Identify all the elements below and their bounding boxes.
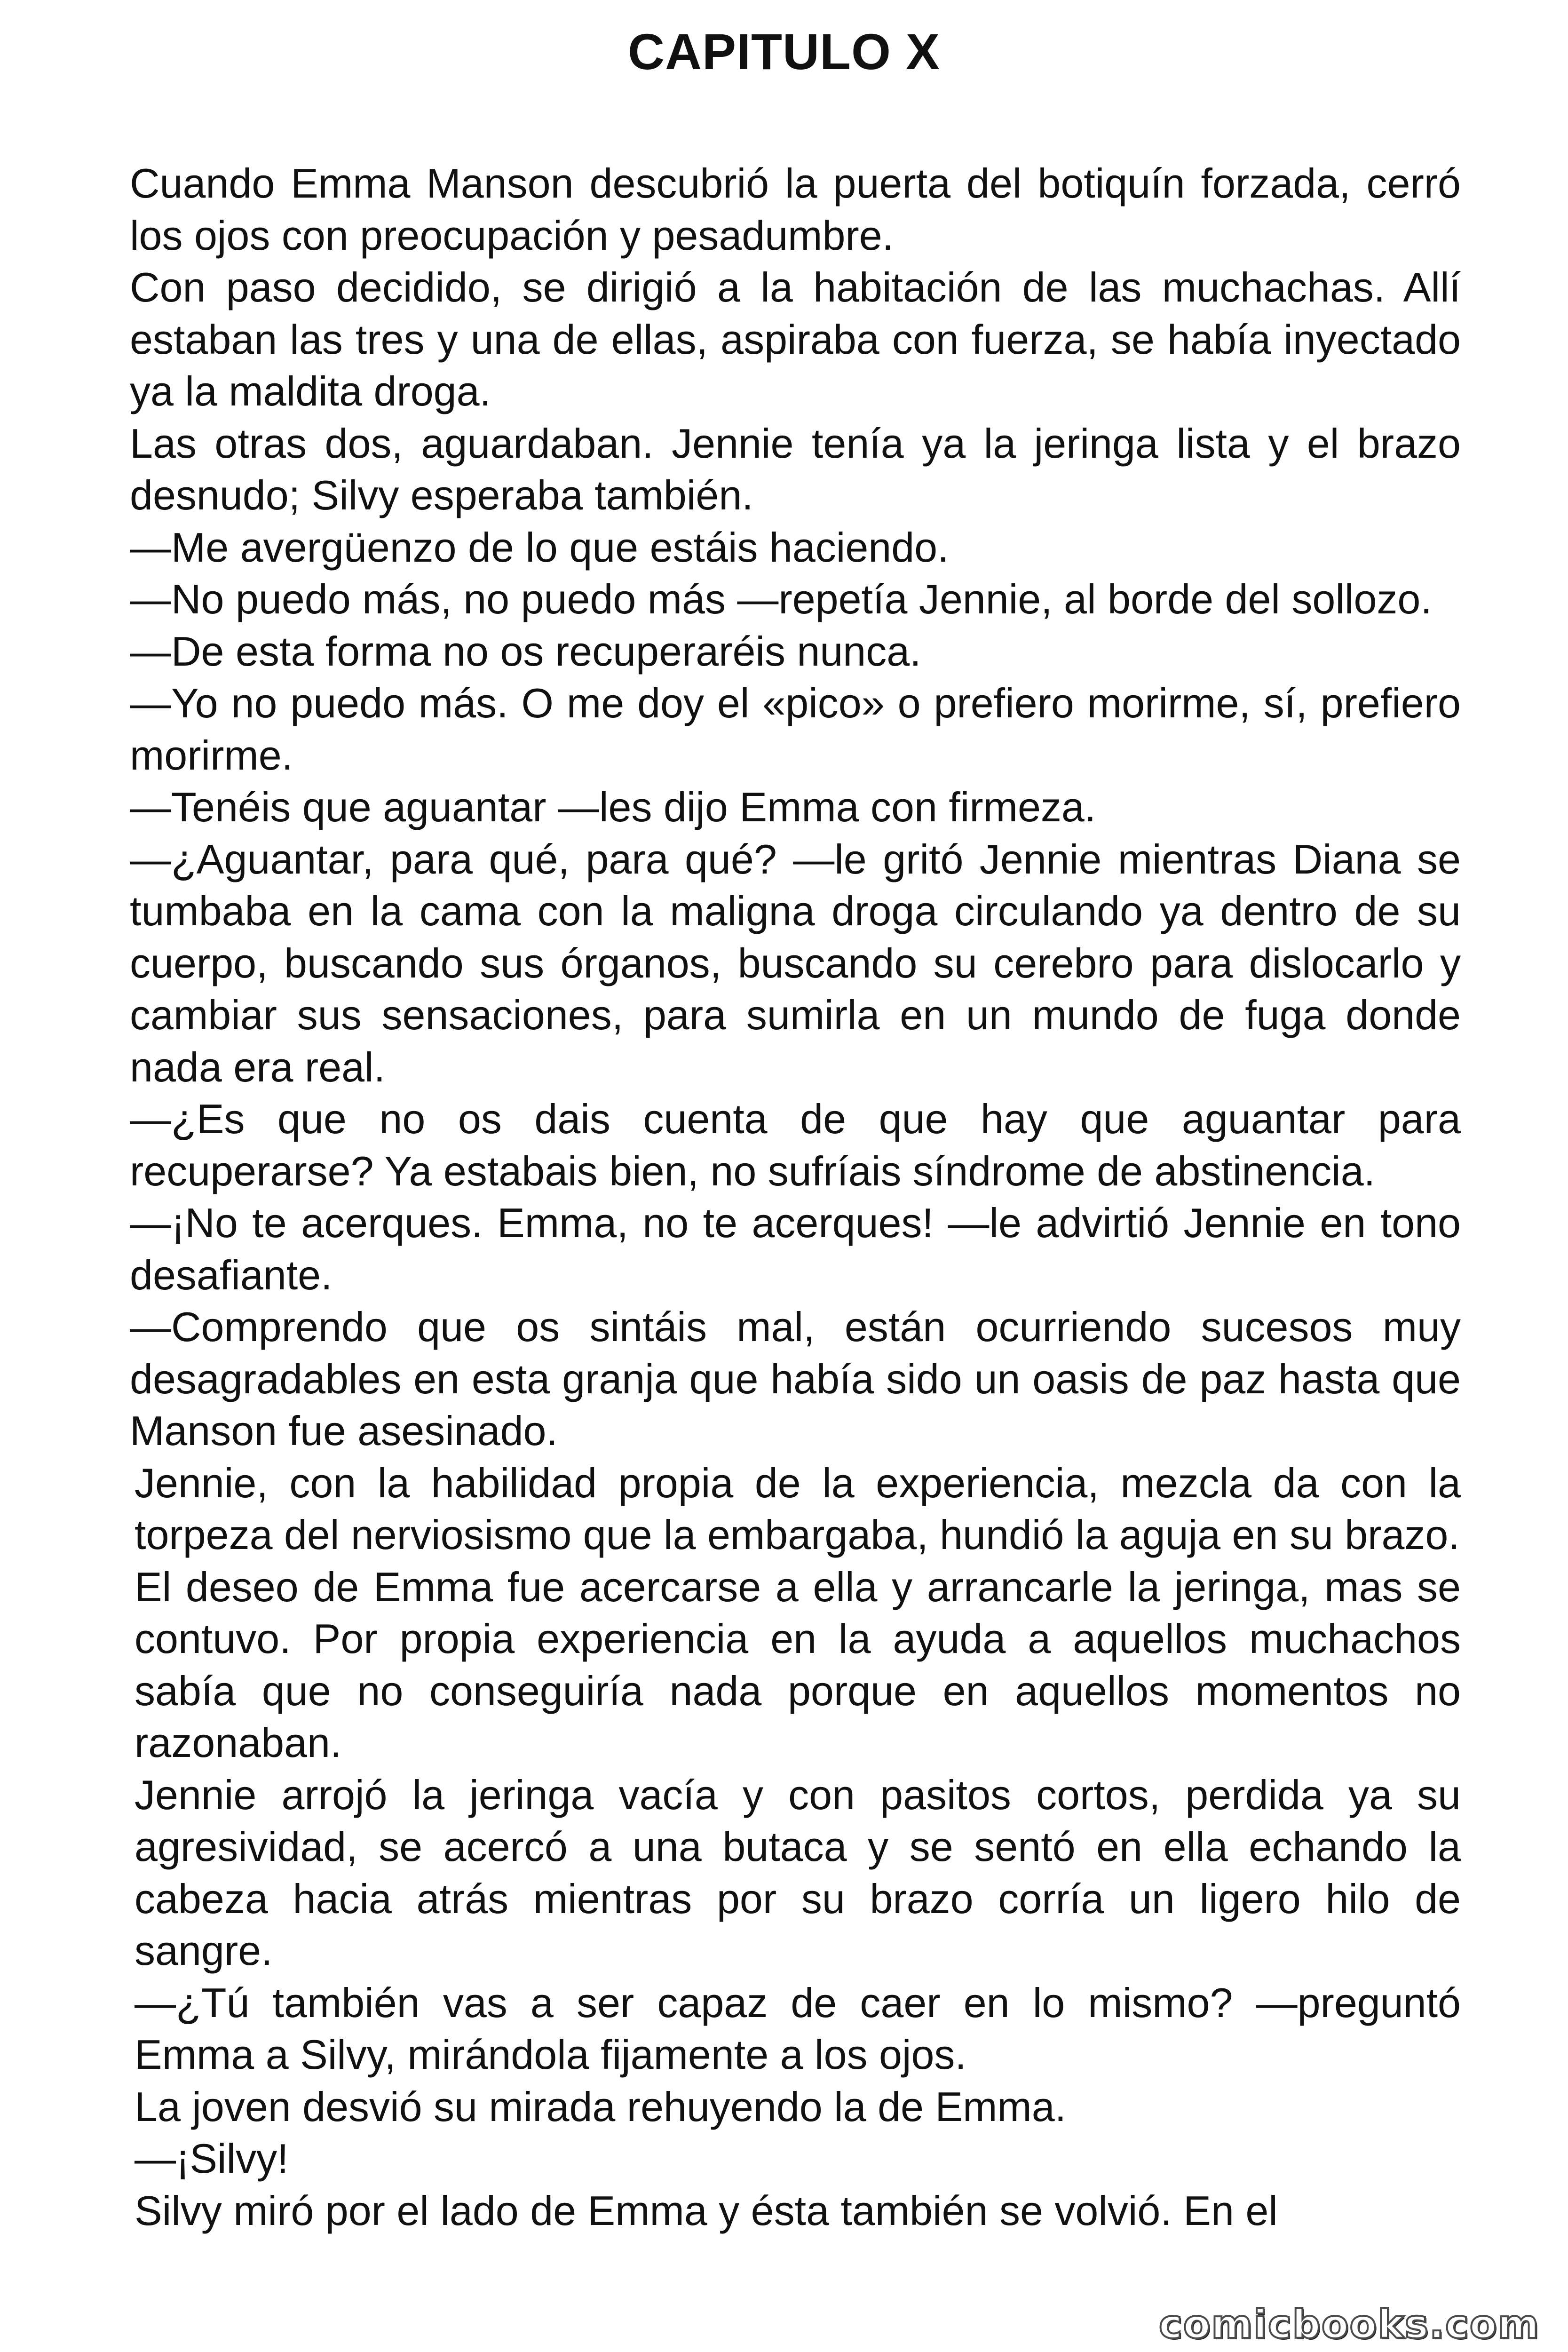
paragraph: Jennie arrojó la jeringa vacía y con pasitos cortos, perdida ya su agresividad, se acercó a una butaca y se sentó en ella echando la cabeza hacia atrás mientras por su brazo corría un ligero hilo de sangre. [135, 1771, 1461, 1974]
paragraph: La joven desvió su mirada rehuyendo la de Emma. [135, 2083, 1067, 2130]
paragraph: El deseo de Emma fue acercarse a ella y arrancarle la jeringa, mas se contuvo. Por propia experiencia en la ayuda a aquellos muchachos sabía que no conseguiría nada porque en aquellos momentos no razonaban. [135, 1563, 1461, 1766]
paragraph: Las otras dos, aguardaban. Jennie tenía ya la jeringa lista y el brazo desnudo; Silvy esperaba también. [130, 420, 1461, 518]
paragraph: Silvy miró por el lado de Emma y ésta también se volvió. En el [135, 2187, 1278, 2234]
paragraph: —Yo no puedo más. O me doy el «pico» o prefiero morirme, sí, prefiero morirme. [130, 680, 1461, 779]
chapter-title: CAPITULO X [627, 23, 940, 80]
paragraph: —Tenéis que aguantar —les dijo Emma con firmeza. [130, 784, 1096, 830]
paragraph: —No puedo más, no puedo más —repetía Jennie, al borde del sollozo. [130, 576, 1432, 622]
paragraph: Con paso decidido, se dirigió a la habitación de las muchachas. Allí estaban las tres y una de ellas, aspiraba con fuerza, se había inyectado ya la maldita droga. [130, 264, 1461, 414]
paragraph: —De esta forma no os recuperaréis nunca. [130, 628, 921, 675]
chapter-body [130, 158, 1461, 2237]
paragraph: —Comprendo que os sintáis mal, están ocurriendo sucesos muy desagradables en esta granja que había sido un oasis de paz hasta que Manson fue asesinado. [130, 1303, 1461, 1454]
paragraph: Cuando Emma Manson descubrió la puerta del botiquín forzada, cerró los ojos con preocupación y pesadumbre. [130, 160, 1461, 259]
paragraph: —Me avergüenzo de lo que estáis haciendo. [130, 524, 949, 571]
paragraph: —¿Aguantar, para qué, para qué? —le gritó Jennie mientras Diana se tumbaba en la cama con la maligna droga circulando ya dentro de su cuerpo, buscando sus órganos, buscando su cerebro para dislocarlo y cambiar sus sensaciones, para sumirla en un mundo de fuga donde nada era real. [130, 835, 1461, 1090]
paragraph: —¡No te acerques. Emma, no te acerques! —le advirtió Jennie en tono desafiante. [130, 1200, 1461, 1298]
paragraph: Jennie, con la habilidad propia de la experiencia, mezcla da con la torpeza del nerviosismo que la embargaba, hundió la aguja en su brazo. [135, 1459, 1461, 1558]
watermark-logo: comicbooks.com [1159, 2301, 1540, 2347]
paragraph: —¿Tú también vas a ser capaz de caer en lo mismo? —preguntó Emma a Silvy, mirándola fijamente a los ojos. [135, 1979, 1461, 2078]
paragraph: —¡Silvy! [135, 2135, 289, 2182]
paragraph: —¿Es que no os dais cuenta de que hay que aguantar para recuperarse? Ya estabais bien, no sufríais síndrome de abstinencia. [130, 1096, 1461, 1194]
